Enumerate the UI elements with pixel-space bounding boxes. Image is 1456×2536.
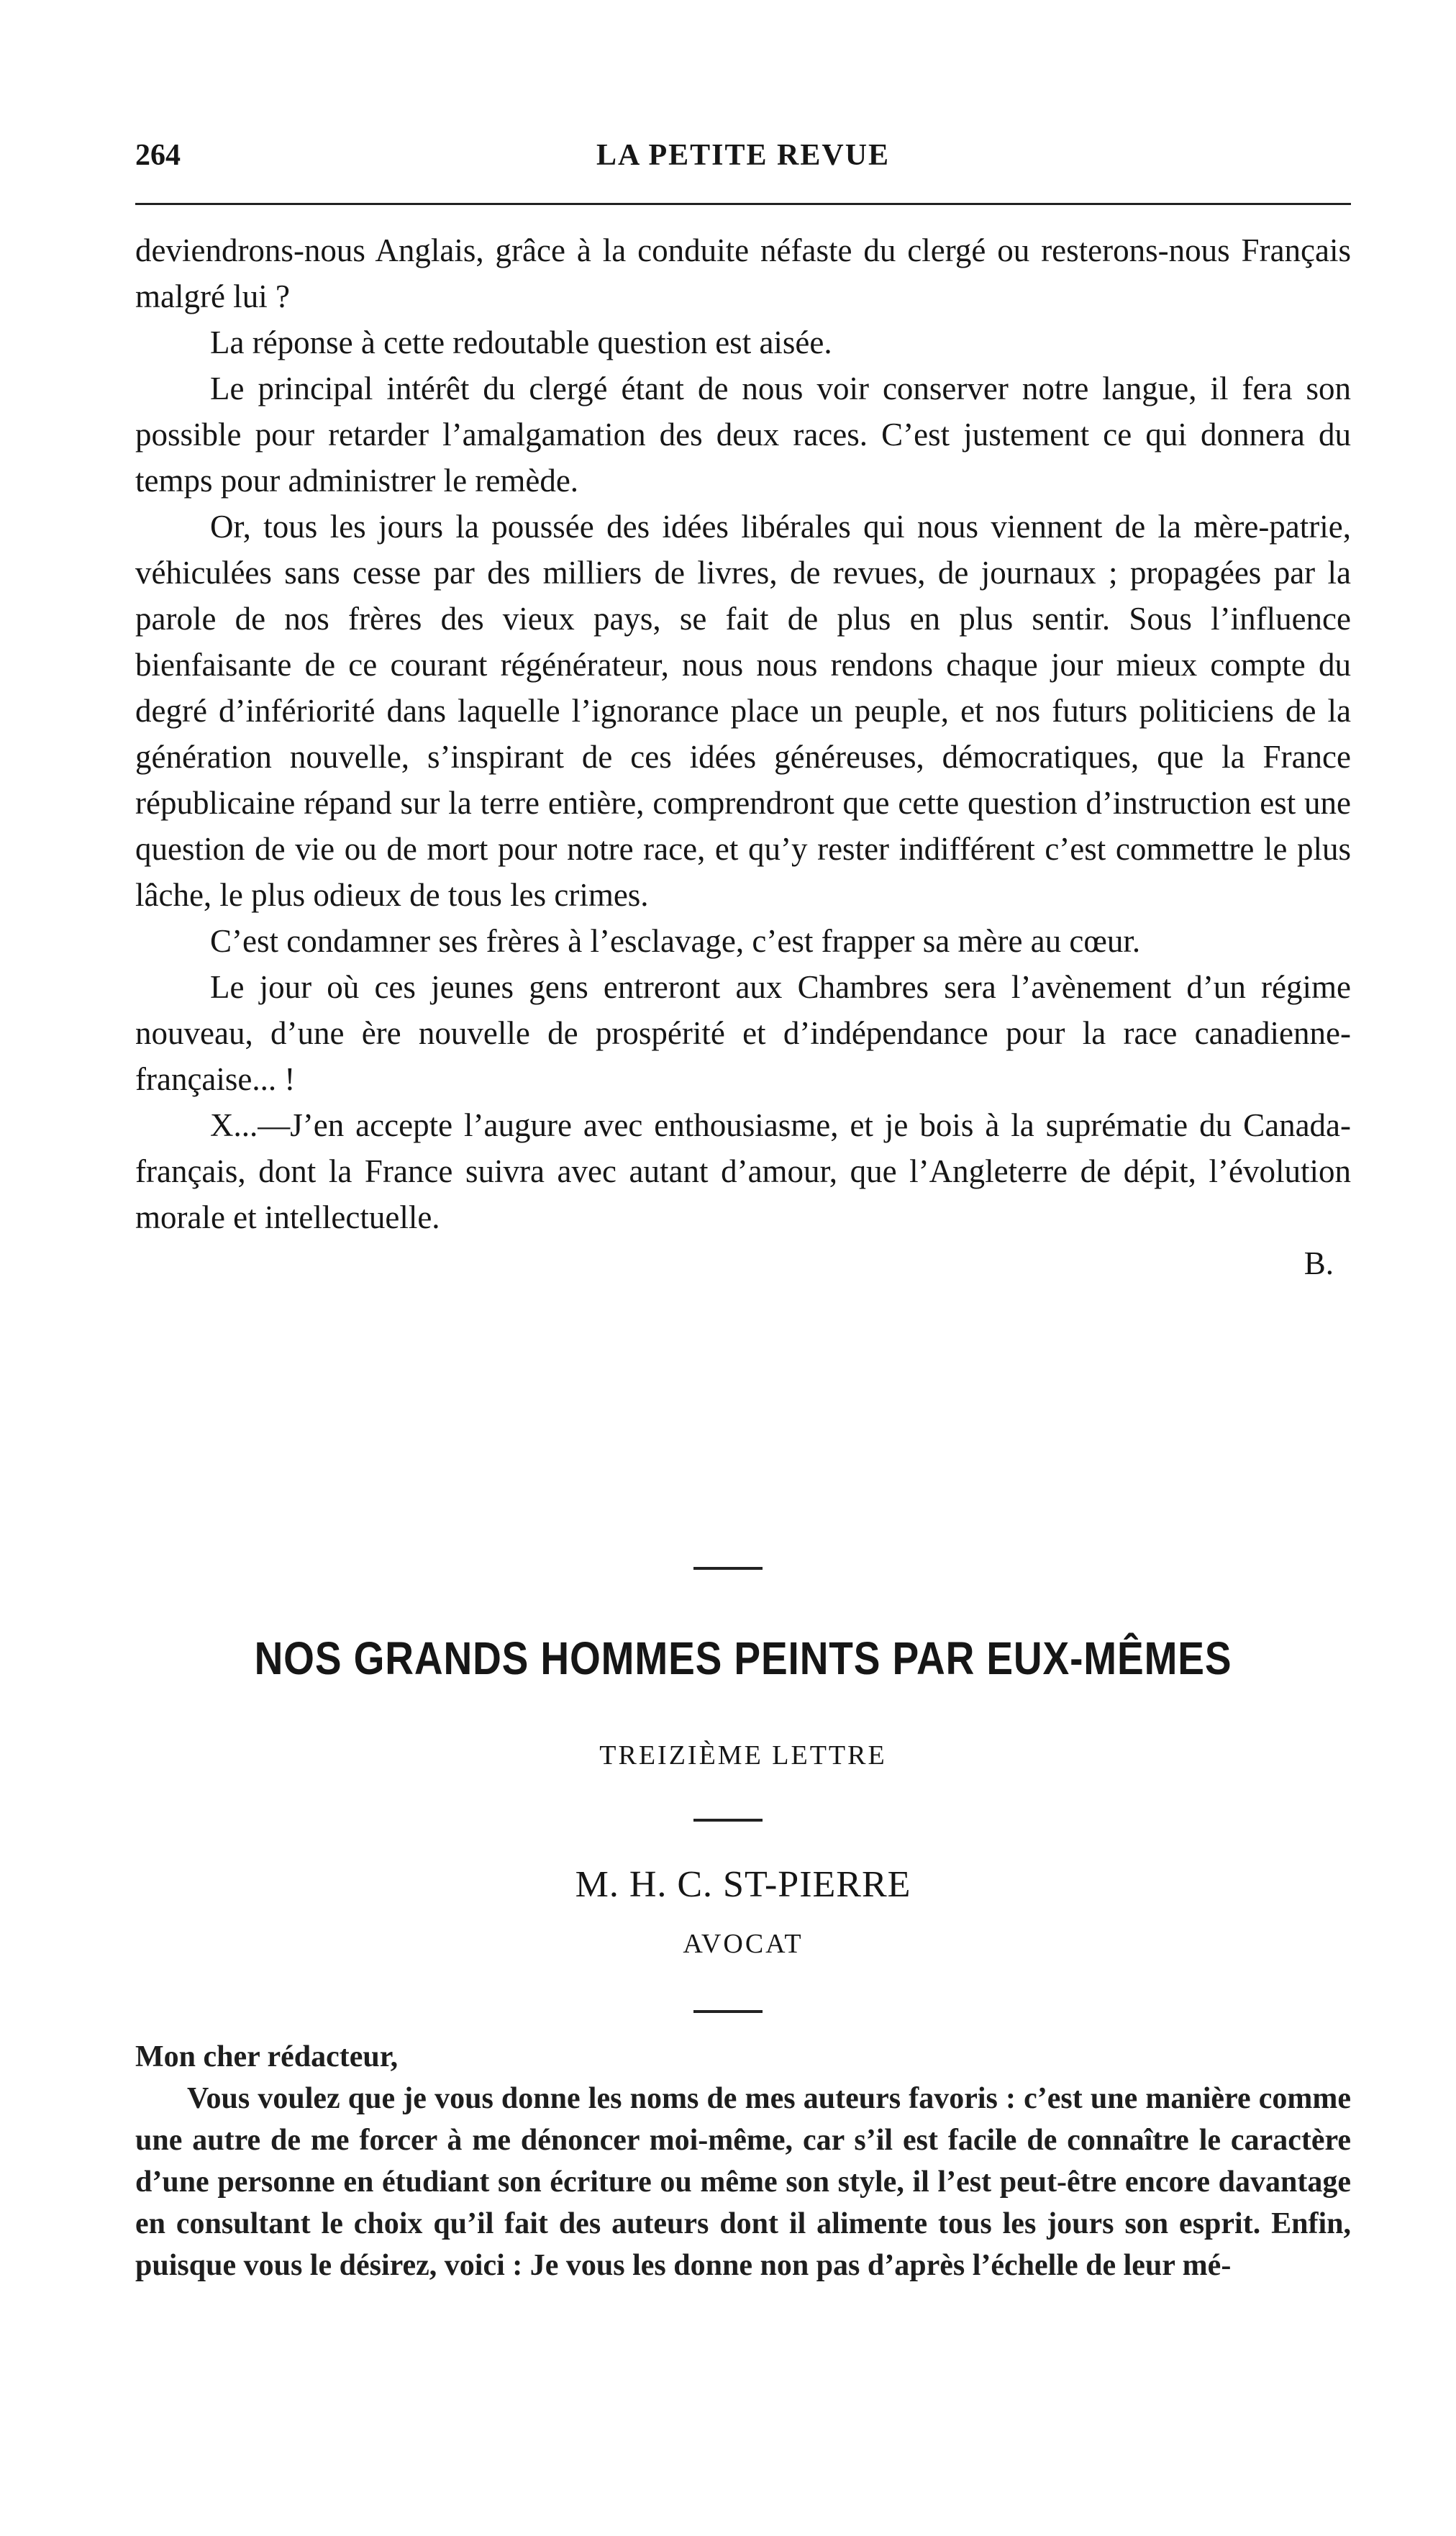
letter-body	[135, 2036, 1351, 2286]
divider	[693, 1819, 763, 1822]
paragraph: Le jour où ces jeunes gens entreront aux Chambres sera l’avènement d’un régime nouveau, d’une ère nouvelle de prospérité et d’indépendance pour la race canadienne-française... !	[135, 969, 1351, 1097]
person-name: M. H. C. ST-PIERRE	[575, 1864, 911, 1905]
page-number: 264	[135, 139, 181, 172]
paragraph: X...—J’en accepte l’augure avec enthousiasme, et je bois à la suprématie du Canada-français, dont la France suivra avec autant d’amour, que l’Angleterre de dépit, l’évolution morale et intellectuelle.	[135, 1107, 1351, 1235]
page-header	[135, 138, 1351, 181]
paragraph: La réponse à cette redoutable question est aisée.	[210, 324, 832, 360]
running-title: LA PETITE REVUE	[596, 139, 891, 172]
paragraph: Vous voulez que je vous donne les noms de mes auteurs favoris : c’est une manière comme une autre de me forcer à me dénoncer moi-même, car s’il est facile de connaître le caractère d’une personne en étudiant son écriture ou même son style, il l’est peut-être encore davantage en consultant le choix qu’il fait des auteurs dont il alimente tous les jours son esprit. Enfin, puisque vous le désirez, voici : Je vous les donne non pas d’après l’échelle de leur mé-	[135, 2082, 1351, 2282]
section-title: NOS GRANDS HOMMES PEINTS PAR EUX-MÊMES	[254, 1632, 1232, 1684]
section-divider	[693, 1567, 763, 1570]
paragraph: C’est condamner ses frères à l’esclavage, c’est frapper sa mère au cœur.	[210, 923, 1141, 959]
paragraph: Or, tous les jours la poussée des idées libérales qui nous viennent de la mère-patrie, véhiculées sans cesse par des milliers de livres, de revues, de journaux ; propagées par la parole de nos frères des vieux pays, se fait de plus en plus sentir. Sous l’influence bienfaisante de ce courant régénérateur, nous nous rendons chaque jour mieux compte du degré d’infériorité dans laquelle l’ignorance place un peuple, et nos futurs politiciens de la génération nouvelle, s’inspirant de ces idées généreuses, démocratiques, que la France républicaine répand sur la terre entière, comprendront que cette question d’instruction est une question de vie ou de mort pour notre race, et qu’y rester indifférent c’est commettre le plus lâche, le plus odieux de tous les crimes.	[135, 509, 1351, 913]
header-rule	[135, 203, 1351, 205]
section-subtitle: TREIZIÈME LETTRE	[599, 1740, 887, 1771]
signature: B.	[1303, 1245, 1334, 1281]
article-body	[135, 227, 1351, 1286]
paragraph: deviendrons-nous Anglais, grâce à la conduite néfaste du clergé ou resterons-nous Français malgré lui ?	[135, 232, 1351, 314]
divider	[693, 2010, 763, 2013]
paragraph: Le principal intérêt du clergé étant de nous voir conserver notre langue, il fera son possible pour retarder l’amalgamation des deux races. C’est justement ce qui donnera du temps pour administrer le remède.	[135, 371, 1351, 499]
person-role: AVOCAT	[683, 1929, 804, 1959]
salutation: Mon cher rédacteur,	[135, 2040, 399, 2073]
